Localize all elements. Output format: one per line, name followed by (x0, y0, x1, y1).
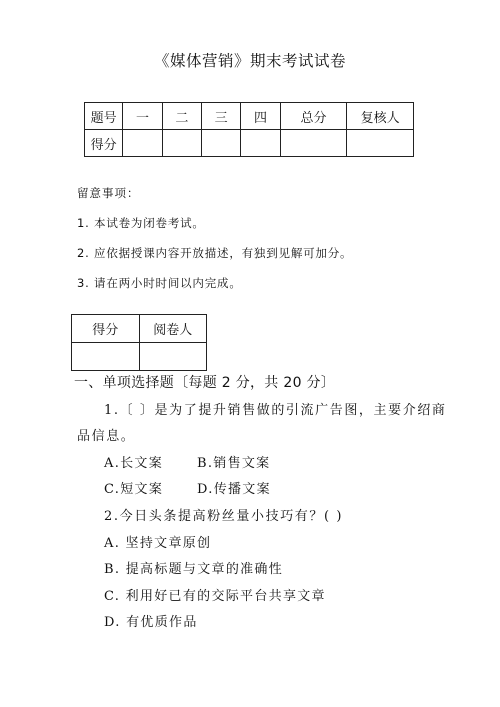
question-1-option-a: A.长文案 (104, 456, 164, 471)
question-2-option-d: D. 有优质作品 (104, 615, 198, 630)
score-table-score-row (85, 130, 414, 157)
question-2-text: 2.今日头条提高粉丝量小技巧有？( ) (104, 509, 344, 524)
header-part-3: 三 (202, 103, 241, 130)
grader-score-cell (72, 343, 140, 371)
row-label-score: 得分 (85, 130, 123, 157)
score-cell (241, 130, 280, 157)
question-2-option-a: A. 坚持文章原创 (104, 536, 212, 551)
grader-header-grader: 阅卷人 (139, 315, 207, 343)
score-cell (123, 130, 162, 157)
notes (77, 185, 352, 305)
score-table (84, 102, 414, 157)
section-heading: 一、单项选择题〔每题 2 分，共 20 分〕 (74, 375, 336, 391)
header-question-no: 题号 (85, 103, 123, 130)
score-cell (202, 130, 241, 157)
notes-heading: 留意事项： (77, 186, 140, 200)
question-2-option-b: B. 提高标题与文章的准确性 (104, 562, 284, 577)
note-item: 1. 本试卷为闭卷考试。 (77, 216, 205, 230)
note-item: 3. 请在两小时时间以内完成。 (77, 276, 242, 290)
exam-title: 《媒体营销》期末考试试卷 (153, 52, 346, 70)
question-1-option-b: B.销售文案 (197, 456, 271, 471)
note-item: 2. 应依据授课内容开放描述，有独到见解可加分。 (77, 246, 353, 260)
grader-table (71, 314, 207, 371)
grader-header-score: 得分 (72, 315, 140, 343)
score-cell (347, 130, 414, 157)
score-cell (162, 130, 201, 157)
score-table-header-row (85, 103, 414, 130)
question-1-text: 1.〔 〕是为了提升销售做的引流广告图，主要介绍商 (104, 403, 447, 418)
question-2-option-c: C. 利用好已有的交际平台共享文章 (104, 589, 326, 604)
header-part-2: 二 (162, 103, 201, 130)
question-1-text-continued: 品信息。 (77, 429, 136, 444)
grader-name-cell (139, 343, 207, 371)
header-part-4: 四 (241, 103, 280, 130)
header-part-1: 一 (123, 103, 162, 130)
question-1-option-d: D.传播文案 (197, 482, 271, 497)
header-total: 总分 (280, 103, 347, 130)
grader-table-blank-row (72, 343, 207, 371)
question-1-option-c: C.短文案 (104, 482, 164, 497)
header-reviewer: 复核人 (347, 103, 414, 130)
grader-table-header-row (72, 315, 207, 343)
score-cell (280, 130, 347, 157)
